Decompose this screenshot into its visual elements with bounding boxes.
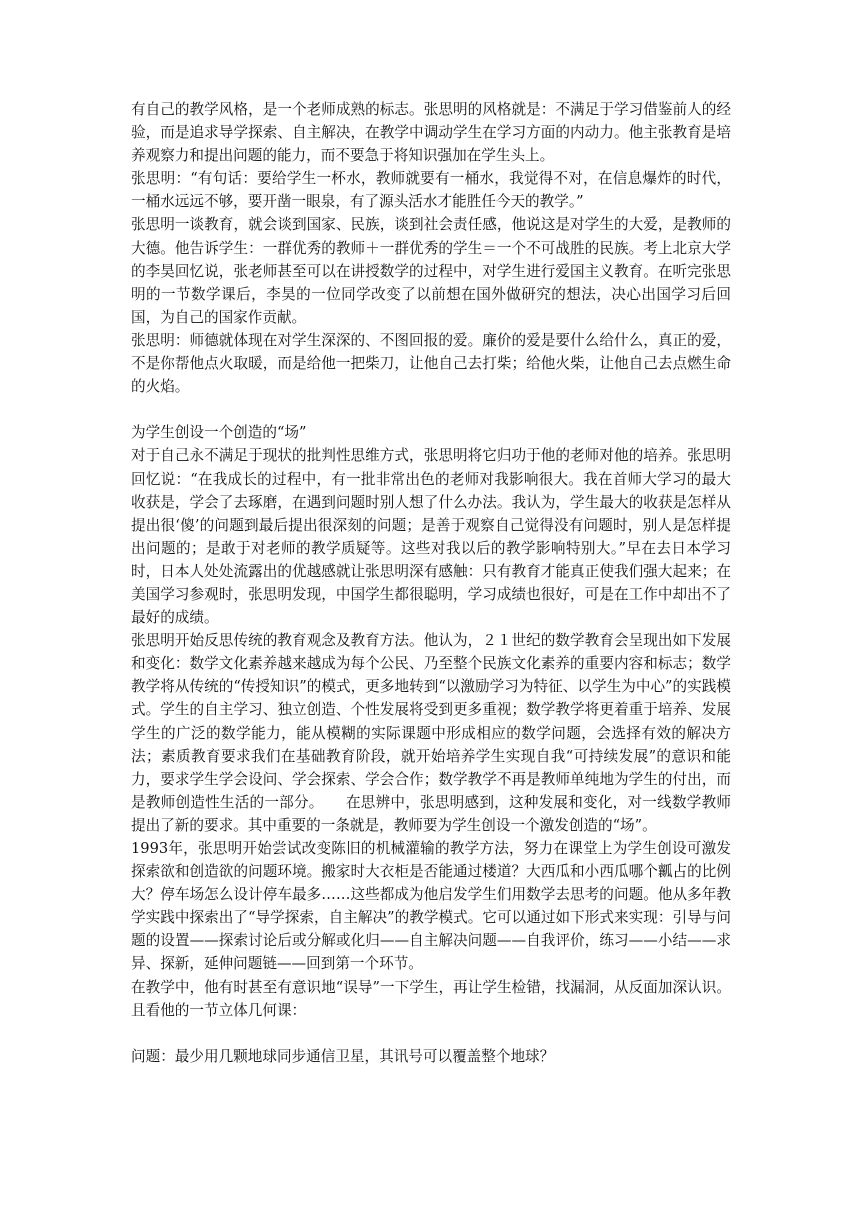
paragraph-teaching-style: 有自己的教学风格，是一个老师成熟的标志。张思明的风格就是：不满足于学习借鉴前人的经验，而是追求导学探索、自主解决，在教学中调动学生在学习方面的内动力。他主张教育是培养观察力和提出问题的能力，而不要急于将知识强加在学生头上。 bbox=[131, 101, 731, 165]
document-body bbox=[131, 98, 731, 1068]
paragraph-quote-water: 张思明：“有句话：要给学生一杯水，教师就要有一桶水，我觉得不对，在信息爆炸的时代，一桶水远远不够，要开凿一眼泉，有了源头活水才能胜任今天的教学。” bbox=[131, 170, 731, 211]
paragraph-question: 问题：最少用几颗地球同步通信卫星，其讯号可以覆盖整个地球？ bbox=[131, 1047, 555, 1065]
paragraph-misdirection: 在教学中，他有时甚至有意识地“误导”一下学生，再让学生检错，找漏洞，从反面加深认识。且看他的一节立体几何课： bbox=[131, 978, 731, 1019]
blank-line bbox=[131, 1022, 731, 1045]
paragraph-patriotism: 张思明一谈教育，就会谈到国家、民族，谈到社会责任感，他说这是对学生的大爱，是教师的大德。他告诉学生：一群优秀的教师＋一群优秀的学生＝一个不可战胜的民族。考上北京大学的李昊回忆说，张老师甚至可以在讲授数学的过程中，对学生进行爱国主义教育。在听完张思明的一节数学课后，李昊的一位同学改变了以前想在国外做研究的想法，决心出国学习后回国，为自己的国家作贡献。 bbox=[131, 216, 731, 326]
section-heading: 为学生创设一个创造的“场” bbox=[131, 424, 307, 442]
paragraph-reflection: 张思明开始反思传统的教育观念及教育方法。他认为，２１世纪的数学教育会呈现出如下发展和变化：数学文化素养越来越成为每个公民、乃至整个民族文化素养的重要内容和标志；数学教学将从传统的“传授知识”的模式，更多地转到“以激励学习为特征、以学生为中心”的实践模式。学生的自主学习、独立创造、个性发展将受到更多重视；数学教学将更着重于培养、发展学生的广泛的数学能力，能从模糊的实际课题中形成相应的数学问题，会选择有效的解决方法；素质教育要求我们在基础教育阶段，就开始培养学生实现自我“可持续发展”的意识和能力，要求学生学会设问、学会探索、学会合作；数学教学不再是教师单纯地为学生的付出，而是教师创造性生活的一部分。 在思辨中，张思明感到，这种发展和变化，对一线数学教师提出了新的要求。其中重要的一条就是，教师要为学生创设一个激发创造的“场”。 bbox=[131, 632, 731, 834]
paragraph-teacher-ethics: 张思明：师德就体现在对学生深深的、不图回报的爱。廉价的爱是要什么给什么，真正的爱，不是你帮他点火取暖，而是给他一把柴刀，让他自己去打柴；给他火柴，让他自己去点燃生命的火焰。 bbox=[131, 331, 731, 396]
blank-line bbox=[131, 398, 731, 421]
paragraph-1993-method: 1993年，张思明开始尝试改变陈旧的机械灌输的教学方法，努力在课堂上为学生创设可激发探索欲和创造欲的问题环境。搬家时大衣柜是否能通过楼道？大西瓜和小西瓜哪个瓤占的比例大？停车场怎么设计停车最多……这些都成为他启发学生们用数学去思考的问题。他从多年教学实践中探索出了“导学探索，自主解决”的教学模式。它可以通过如下形式来实现：引导与问题的设置——探索讨论后或分解或化归——自主解决问题——自我评价，练习——小结——求异、探新，延伸问题链——回到第一个环节。 bbox=[131, 840, 731, 973]
paragraph-critical-thinking: 对于自己永不满足于现状的批判性思维方式，张思明将它归功于他的老师对他的培养。张思明回忆说：“在我成长的过程中，有一批非常出色的老师对我影响很大。我在首师大学习的最大收获是，学会了去琢磨，在遇到问题时别人想了什么办法。我认为，学生最大的收获是怎样从提出很‘傻’的问题到最后提出很深刻的问题；是善于观察自己觉得没有问题时，别人是怎样提出问题的；是敢于对老师的教学质疑等。这些对我以后的教学影响特别大。”早在去日本学习时，日本人处处流露出的优越感就让张思明深有感触：只有教育才能真正使我们强大起来；在美国学习参观时，张思明发现，中国学生都很聪明，学习成绩也很好，可是在工作中却出不了最好的成绩。 bbox=[131, 447, 731, 627]
